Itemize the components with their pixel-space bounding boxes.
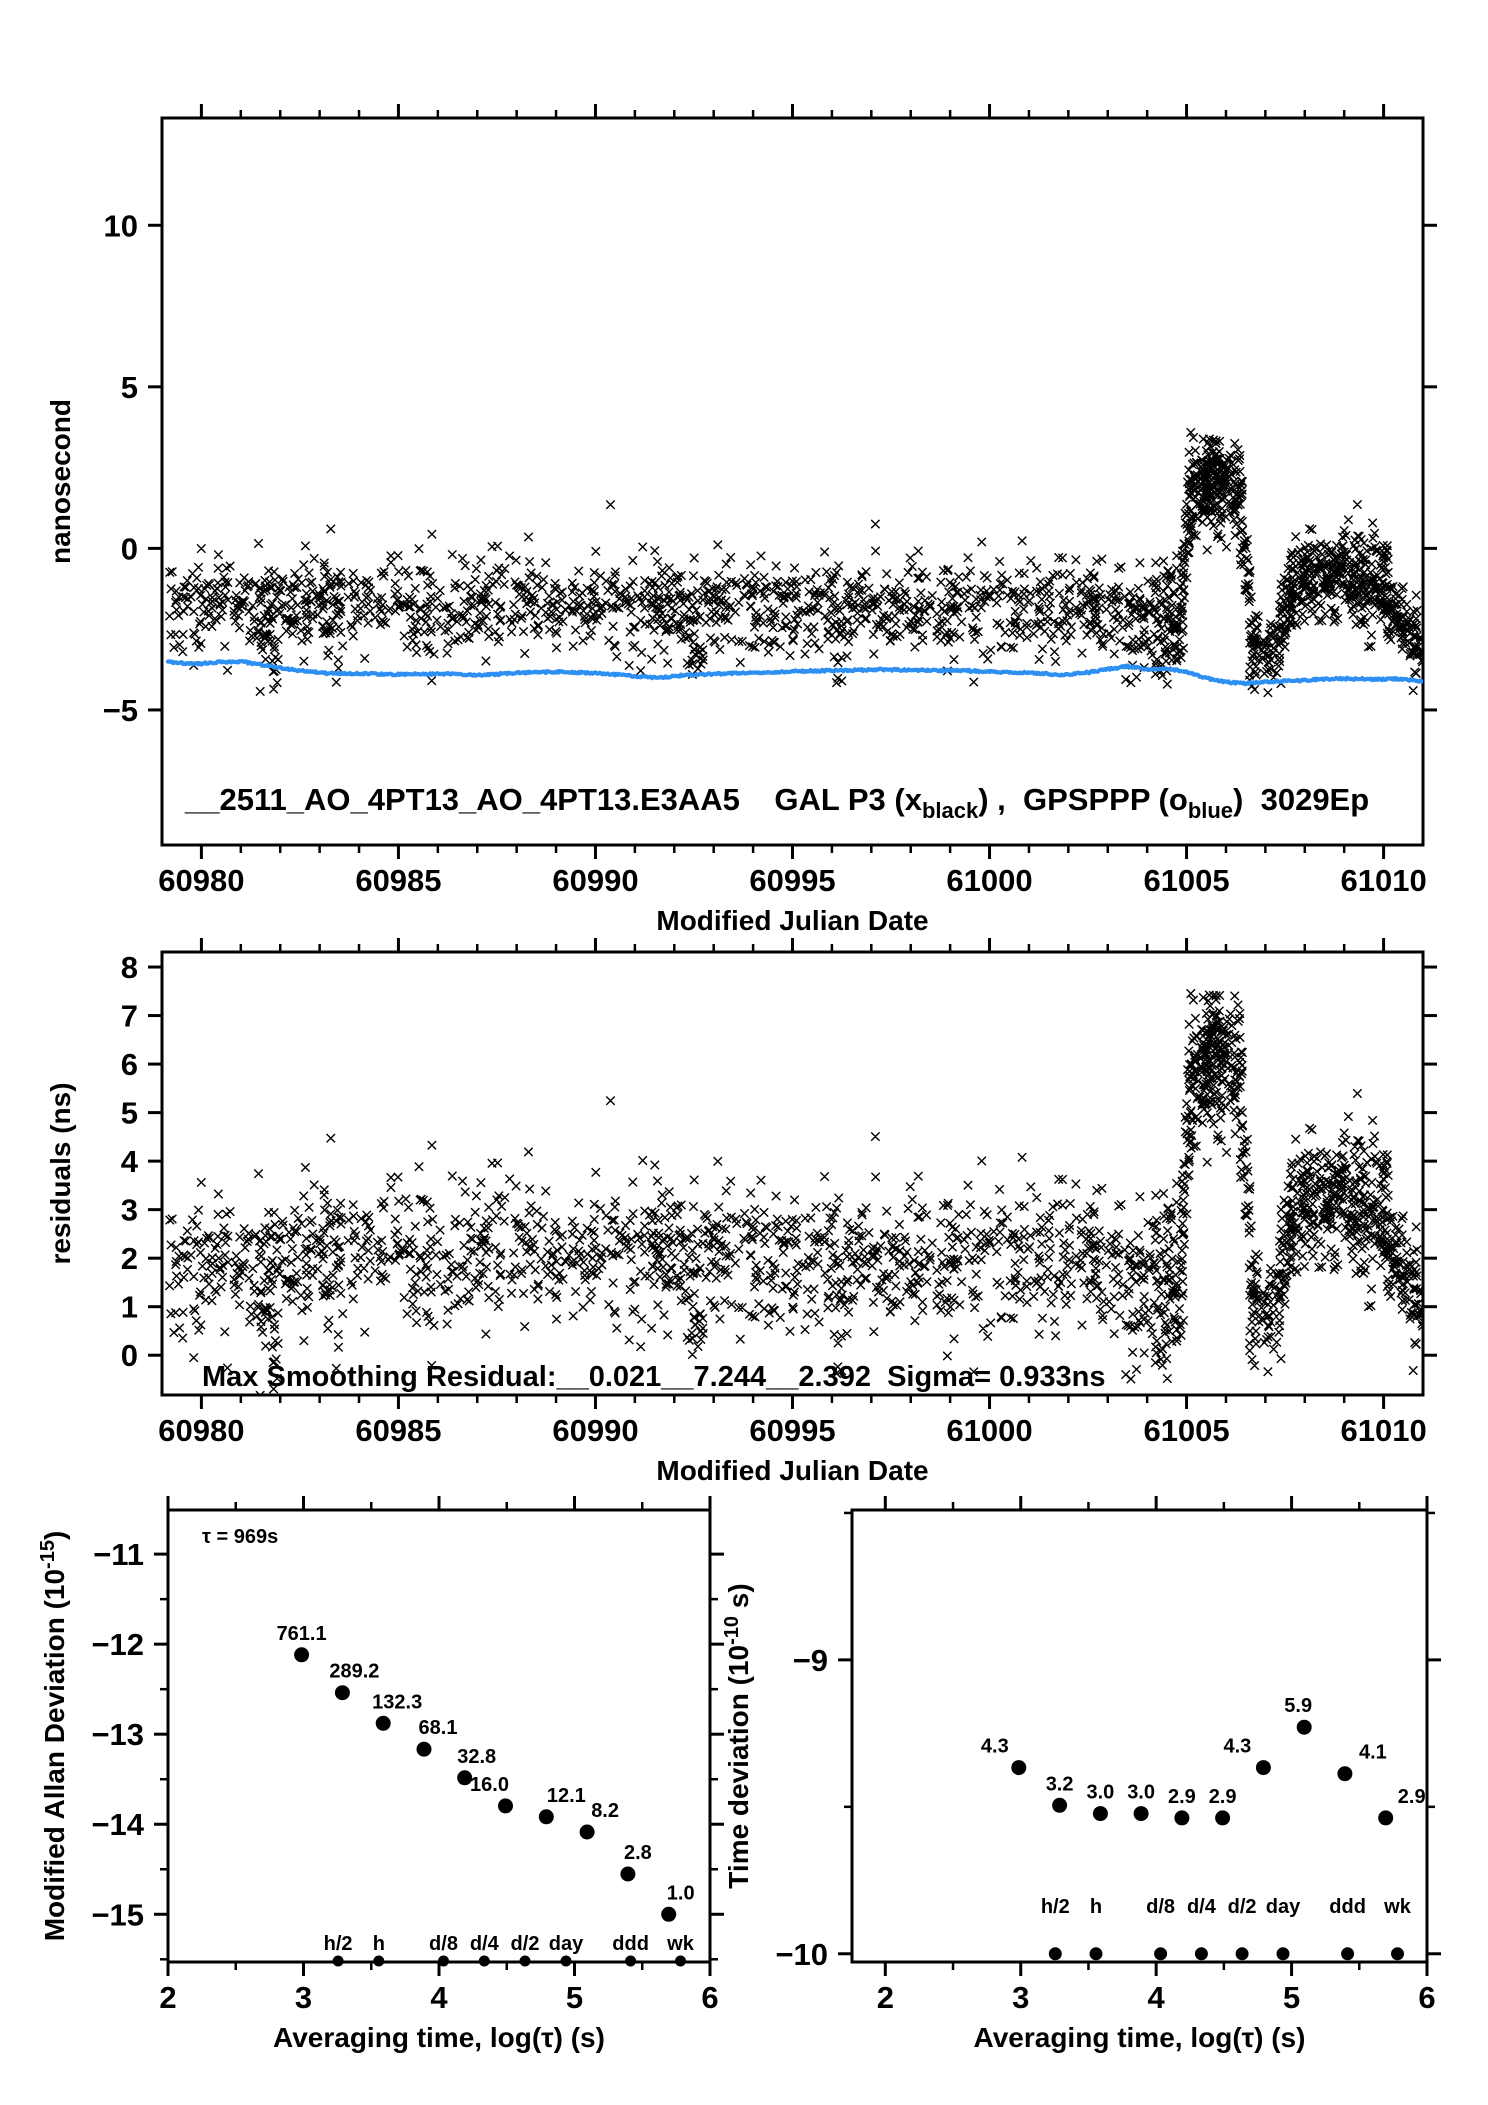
tdev-value-label: 2.9 <box>1208 1785 1237 1808</box>
x-tick-label: 60980 <box>158 1413 245 1448</box>
y-tick-label: −12 <box>91 1627 144 1663</box>
x-tick-label: 5 <box>1282 1980 1301 2015</box>
y-tick-label: −5 <box>102 692 138 728</box>
bias-panel-title: __2511_AO_4PT13_AO_4PT13.E3AA5 GAL P3 $(x_{black})$ , GPSPPP $(o_{blue})$ 3029Ep <box>185 782 1370 823</box>
y-tick-label: 5 <box>120 369 138 405</box>
y-tick-label: 6 <box>120 1047 138 1083</box>
y-axis-title: Modified Allan Deviation $(10^{-15})$ <box>37 1530 70 1942</box>
y-tick-label: 2 <box>120 1241 138 1277</box>
x-tick-label: 5 <box>565 1980 584 2015</box>
y-tick-label: 10 <box>103 208 138 244</box>
y-tick-label: 0 <box>120 1338 138 1374</box>
y-tick-label: −11 <box>93 1537 144 1573</box>
period-label: day <box>548 1933 584 1955</box>
period-dot <box>520 1956 531 1967</box>
period-dot <box>333 1956 344 1967</box>
tdev-value-label: 2.9 <box>1167 1785 1196 1808</box>
tau-annotation: τ = 969s <box>202 1526 279 1548</box>
x-tick-label: 60995 <box>749 863 836 898</box>
mdev-data-point <box>294 1647 309 1662</box>
y-tick-label: −10 <box>775 1936 828 1972</box>
x-tick-label: 60985 <box>355 863 442 898</box>
y-tick-label: −13 <box>91 1717 144 1753</box>
period-label: day <box>1265 1896 1301 1918</box>
mdev-value-label: 8.2 <box>591 1800 620 1822</box>
mdev-value-label: 289.2 <box>329 1660 380 1683</box>
mdev-value-label: 32.8 <box>457 1745 497 1768</box>
period-label: ddd <box>612 1933 649 1955</box>
mdev-data-point <box>376 1716 391 1731</box>
period-label: d/4 <box>1186 1896 1216 1918</box>
mdev-data-point <box>335 1685 350 1700</box>
mdev-value-label: 12.1 <box>546 1784 586 1807</box>
period-label: d/8 <box>1146 1896 1176 1918</box>
tdev-data-point <box>1297 1720 1312 1735</box>
tdev-value-label: 4.3 <box>1223 1735 1252 1758</box>
tdev-value-label: 4.3 <box>980 1735 1009 1758</box>
mdev-value-label: 1.0 <box>666 1882 695 1905</box>
period-dot <box>1090 1947 1103 1960</box>
tdev-data-point <box>1256 1760 1271 1775</box>
mdev-data-point <box>539 1809 554 1824</box>
tdev-data-point <box>1174 1810 1189 1825</box>
panel-bias <box>45 104 1437 936</box>
tdev-data-point <box>1011 1760 1026 1775</box>
tdev-data-point <box>1337 1766 1352 1781</box>
mdev-value-label: 68.1 <box>418 1717 458 1740</box>
y-tick-label: 8 <box>120 950 138 986</box>
tdev-value-label: 3.2 <box>1045 1773 1074 1796</box>
mdev-value-label: 132.3 <box>372 1691 423 1714</box>
period-dot <box>438 1956 449 1967</box>
period-dot <box>373 1956 384 1967</box>
x-tick-label: 61010 <box>1340 1413 1427 1448</box>
y-axis-title: nanosecond <box>45 399 76 564</box>
x-tick-label: 60990 <box>552 863 639 898</box>
panel-frame <box>852 1510 1427 1962</box>
x-tick-label: 3 <box>1012 1980 1030 2015</box>
tdev-data-point <box>1134 1806 1149 1821</box>
x-tick-label: 2 <box>876 1980 894 2015</box>
mdev-data-point <box>661 1907 676 1922</box>
period-label: h <box>372 1933 385 1955</box>
residuals-scatter <box>165 989 1426 1399</box>
tdev-data-point <box>1215 1810 1230 1825</box>
mdev-value-label: 16.0 <box>470 1773 509 1796</box>
period-dot <box>625 1956 636 1967</box>
gal-p3-scatter <box>165 428 1426 697</box>
x-tick-label: 4 <box>1147 1980 1165 2015</box>
period-dot <box>1154 1947 1167 1960</box>
tdev-data-point <box>1093 1806 1108 1821</box>
mdev-data-point <box>620 1867 635 1882</box>
period-dot <box>561 1956 572 1967</box>
tdev-value-label: 4.1 <box>1358 1741 1387 1764</box>
x-tick-label: 61010 <box>1340 863 1427 898</box>
y-tick-label: 4 <box>120 1144 138 1180</box>
period-label: h <box>1089 1896 1103 1918</box>
period-dot <box>1049 1947 1062 1960</box>
period-label: d/8 <box>429 1933 458 1955</box>
period-dot <box>1277 1947 1290 1960</box>
period-label: wk <box>1384 1896 1411 1918</box>
x-tick-label: 61000 <box>946 1413 1033 1448</box>
mdev-data-point <box>580 1825 595 1840</box>
x-tick-label: 60995 <box>749 1413 836 1448</box>
max-smoothing-residual-annotation: Max Smoothing Residual:__0.021__7.244__2.392 Sigma= 0.933ns <box>202 1361 1106 1393</box>
y-tick-label: −9 <box>792 1642 828 1678</box>
x-tick-label: 60985 <box>355 1413 442 1448</box>
x-tick-label: 4 <box>430 1980 448 2015</box>
x-axis-title: Modified Julian Date <box>656 905 929 936</box>
mdev-value-label: 761.1 <box>276 1622 327 1645</box>
x-tick-label: 60980 <box>158 863 245 898</box>
period-dot <box>1341 1947 1354 1960</box>
mdev-value-label: 2.8 <box>623 1842 652 1864</box>
panel-residuals <box>45 938 1437 1486</box>
y-axis-title: Time deviation ($10^{-10}$ s) <box>721 1583 754 1889</box>
tdev-value-label: 3.0 <box>1086 1781 1115 1804</box>
y-tick-label: 0 <box>120 531 138 567</box>
period-dot <box>675 1956 686 1967</box>
tdev-data-point <box>1378 1810 1393 1825</box>
period-dot <box>1236 1947 1249 1960</box>
tdev-value-label: 2.9 <box>1397 1785 1426 1808</box>
y-tick-label: 5 <box>120 1095 138 1131</box>
y-tick-label: 3 <box>120 1192 138 1228</box>
x-tick-label: 61000 <box>946 863 1033 898</box>
period-label: d/4 <box>469 1933 499 1955</box>
x-axis-title: Averaging time, log(τ) (s) <box>973 2022 1306 2053</box>
period-dot <box>479 1956 490 1967</box>
tdev-value-label: 3.0 <box>1127 1781 1156 1804</box>
x-tick-label: 61005 <box>1143 863 1230 898</box>
period-dot <box>1195 1947 1208 1960</box>
mdev-data-point <box>498 1798 513 1813</box>
x-tick-label: 3 <box>294 1980 313 2015</box>
y-axis-title: residuals (ns) <box>45 1082 76 1265</box>
x-tick-label: 61005 <box>1143 1413 1230 1448</box>
panel-mdev <box>37 1496 724 2053</box>
tdev-value-label: 5.9 <box>1284 1695 1313 1718</box>
x-axis-title: Averaging time, log(τ) (s) <box>273 2022 605 2053</box>
tdev-data-point <box>1052 1798 1067 1813</box>
x-tick-label: 2 <box>159 1980 177 2015</box>
period-dot <box>1391 1947 1404 1960</box>
y-tick-label: 7 <box>120 998 138 1034</box>
x-tick-label: 6 <box>701 1980 719 2015</box>
period-label: h/2 <box>1040 1896 1070 1918</box>
y-tick-label: −14 <box>91 1807 144 1843</box>
period-label: d/2 <box>1227 1896 1257 1918</box>
x-tick-label: 60990 <box>552 1413 639 1448</box>
y-tick-label: −15 <box>91 1897 144 1933</box>
y-tick-label: 1 <box>120 1289 138 1325</box>
x-axis-title: Modified Julian Date <box>656 1455 929 1486</box>
gpsppp-smooth-line <box>168 661 1422 684</box>
period-label: d/2 <box>510 1933 540 1955</box>
panel-tdev <box>721 1496 1441 2053</box>
mdev-data-point <box>417 1742 432 1757</box>
x-tick-label: 6 <box>1418 1980 1436 2015</box>
period-label: h/2 <box>323 1933 353 1955</box>
period-label: ddd <box>1329 1896 1366 1918</box>
period-label: wk <box>667 1933 694 1955</box>
